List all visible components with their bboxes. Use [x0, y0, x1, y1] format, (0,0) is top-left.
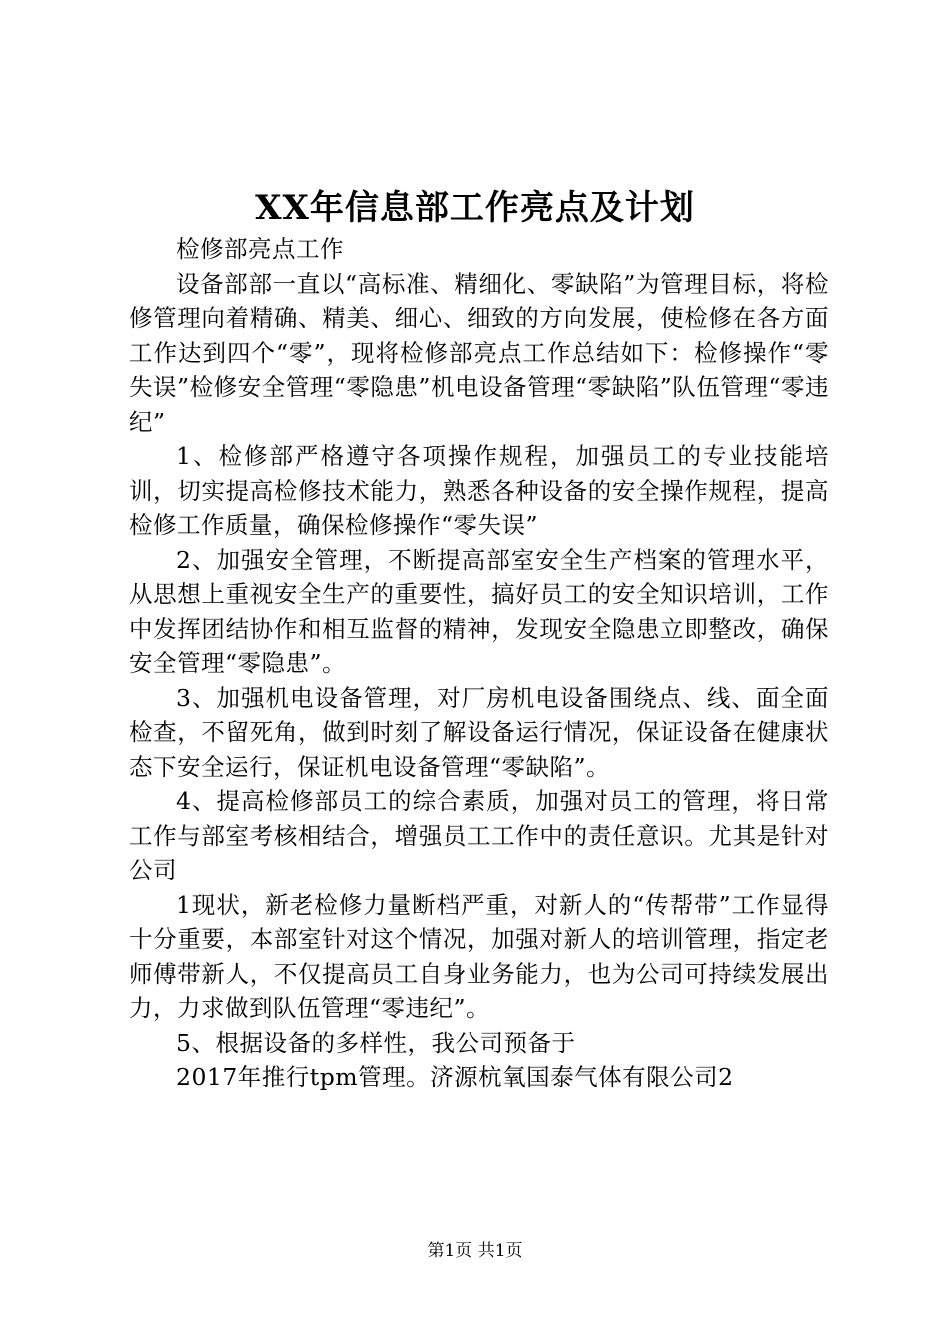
- paragraph-item-2: 2、加强安全管理，不断提高部室安全生产档案的管理水平，从思想上重视安全生产的重要性，搞好员工的安全知识培训，工作中发挥团结协作和相互监督的精神，发现安全隐患立即整改，确保安全管理“零隐患”。: [129, 545, 829, 677]
- document-title: XX年信息部工作亮点及计划: [255, 188, 695, 228]
- paragraph-intro: 设备部部一直以“高标准、精细化、零缺陷”为管理目标，将检修管理向着精确、精美、细心、细致的方向发展，使检修在各方面工作达到四个“零”，现将检修部亮点工作总结如下：检修操作“零失误”检修安全管理“零隐患”机电设备管理“零缺陷”队伍管理“零违纪”: [129, 269, 829, 436]
- page-footer: 第1页 共1页: [427, 1241, 523, 1261]
- paragraph-item-1: 1、检修部严格遵守各项操作规程，加强员工的专业技能培训，切实提高检修技术能力，熟悉各种设备的安全操作规程，提高检修工作质量，确保检修操作“零失误”: [129, 442, 829, 539]
- paragraph-item-4: 4、提高检修部员工的综合素质，加强对员工的管理，将日常工作与部室考核相结合，增强员工工作中的责任意识。尤其是针对公司: [129, 787, 829, 884]
- paragraph-item-5-continued: 2017年推行tpm管理。济源杭氧国泰气体有限公司2: [176, 1063, 734, 1091]
- paragraph-item-3: 3、加强机电设备管理，对厂房机电设备围绕点、线、面全面检查，不留死角，做到时刻了解设备运行情况，保证设备在健康状态下安全运行，保证机电设备管理“零缺陷”。: [129, 683, 829, 781]
- paragraph-item-5: 5、根据设备的多样性，我公司预备于: [176, 1028, 576, 1057]
- document-body: [129, 232, 829, 1095]
- paragraph-item-4-continued: 1现状，新老检修力量断档严重，对新人的“传帮带”工作显得十分重要，本部室针对这个情况，加强对新人的培训管理，指定老师傅带新人，不仅提高员工自身业务能力，也为公司可持续发展出力，力求做到队伍管理“零违纪”。: [129, 890, 829, 1022]
- section-heading: 检修部亮点工作: [176, 235, 344, 263]
